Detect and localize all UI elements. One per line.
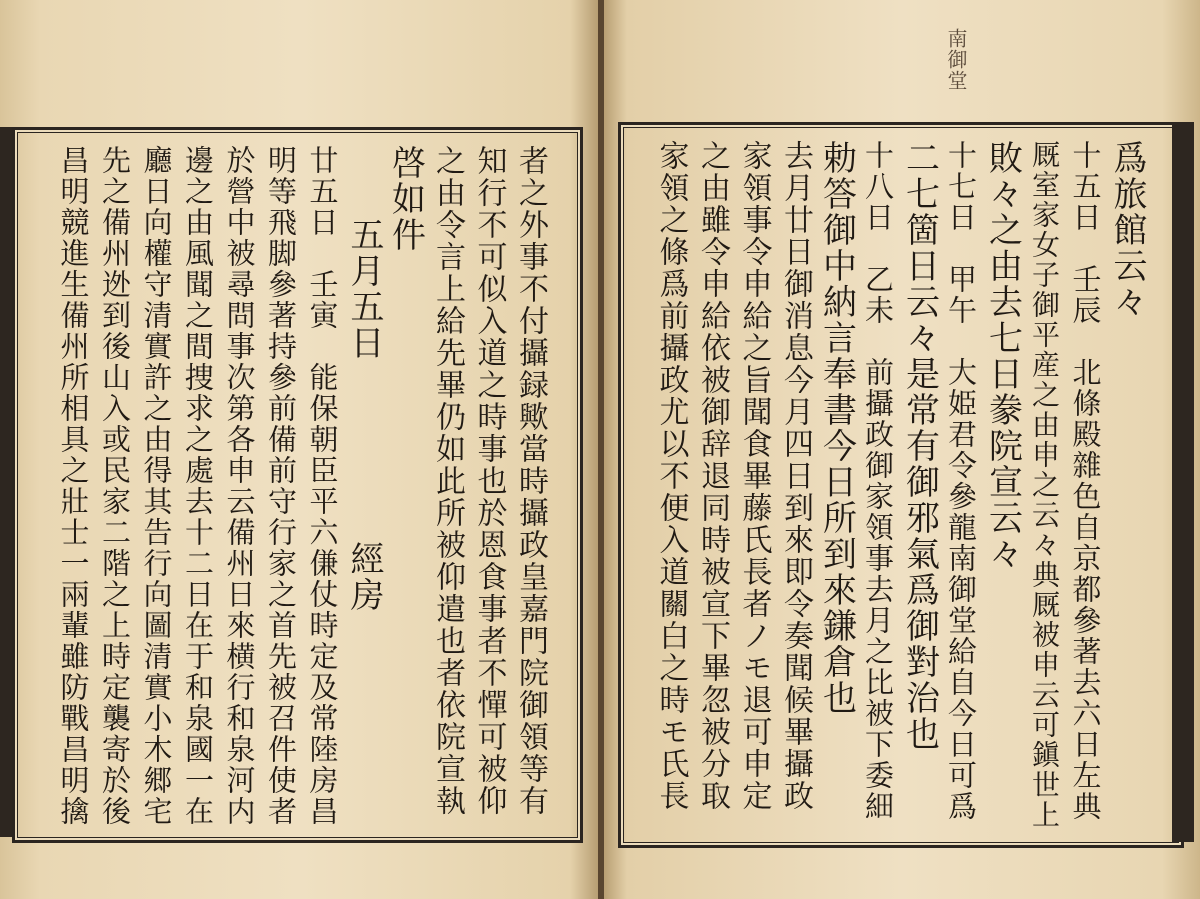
left-page-column: 昌明競進生備州所相具之壯士一兩輩雖防戰昌明擒 — [56, 145, 91, 827]
left-page-column: 啓如件 — [385, 145, 426, 253]
left-page-column: 五月五日 經房 — [344, 145, 384, 613]
right-page-column: 家領事令申給之旨聞食畢藤氏長者ノモ退可申定 — [736, 140, 772, 812]
left-page — [0, 0, 598, 899]
left-page-column: 知行不可似入道之時事也於恩食事者不憚可被仰 — [471, 145, 507, 817]
right-page-column: 爲旅館云々 — [1107, 140, 1147, 320]
left-page-column: 廳日向權守清實許之由得其告行向圖清實小木郷宅 — [139, 145, 174, 827]
right-page-column: 去月廿日御消息今月四日到來即令奏聞候畢攝政 — [778, 140, 813, 812]
left-page-column: 先之備州迯到後山入或民家二階之上時定襲寄於後 — [98, 145, 132, 827]
right-page-edge-band — [1172, 122, 1194, 842]
right-page-column: 勅答御中納言奉書今日所到來鎌倉也 — [816, 140, 857, 716]
left-page-column: 之由令言上給先畢仍如此所被仰遣也者依院宣執 — [430, 145, 465, 817]
right-page-column: 之由雖令申給依被御辞退同時被宣下畢忽被分取 — [695, 140, 730, 812]
right-page-column: 十五日 壬辰 北條殿雜色自京都參著去六日左典 — [1068, 140, 1103, 822]
right-page-column: 家領之條爲前攝政尤以不便入道關白之時モ氏長 — [653, 140, 689, 812]
left-page-column: 於營中被尋問事次第各申云備州日來横行和泉河内 — [222, 145, 257, 827]
right-page — [602, 0, 1200, 899]
right-page-column: 十七日 甲午 大姫君令參龍南御堂給自今日可爲 — [944, 140, 978, 822]
left-page-column: 者之外事不付攝録歟當時攝政皇嘉門院御領等有 — [513, 145, 548, 817]
right-page-column: 厩室家女子御平産之由申之云々典厩被申云可鎭世上 — [1028, 140, 1061, 830]
left-page-column: 邊之由風聞之間捜求之處去十二日在于和泉國一在 — [181, 145, 215, 827]
left-page-column: 廿五日 壬寅 能保朝臣平六傔仗時定及常陸房昌 — [305, 145, 340, 827]
right-page-column: 敗々之由去七日豢院宣云々 — [982, 140, 1023, 572]
right-page-column: 二七箇日云々是常有御邪氣爲御對治也 — [899, 140, 940, 752]
left-page-column: 明等飛脚參著持參前備前守行家之首先被召件使者 — [264, 145, 298, 827]
handwritten-note: 南御堂 — [944, 28, 968, 91]
right-page-column: 十八日 乙未 前攝政御家領事去月之比被下委細 — [861, 140, 895, 822]
